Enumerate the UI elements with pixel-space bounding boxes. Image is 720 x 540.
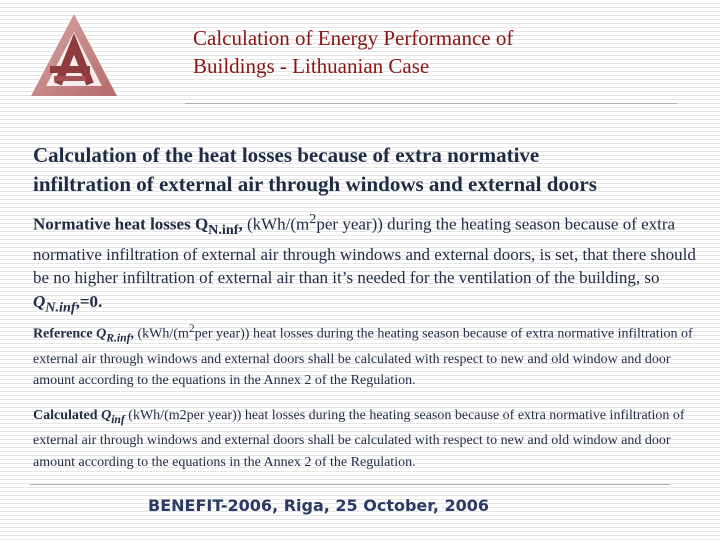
para3-body: (kWh/(m2per year)) heat losses during the heating season because of extra normative infiltration of external air through windows and external doors shall be calculated with respect to new and old window and door amount according to the equations in the Annex 2 of the Regulation.: [33, 408, 685, 470]
para2-body2: per year)) heat losses during the heating season because of extra normative infiltration of external air through windows and external doors shall be calculated with respect to new and old window and door amount according to the equations in the Annex 2 of the Regulation.: [33, 326, 693, 389]
triangle-a-logo-icon: [28, 10, 120, 100]
slide-title-line1: Calculation of the heat losses because of extra normative: [33, 143, 540, 167]
para1-lead-sub: N.inf: [208, 222, 239, 239]
para1-body2: per year)) during the heating season because of extra normative infiltration of external air through windows and external doors, is set, that there should be no higher infiltration of external air than it’s needed for the ventilation of the building, so: [33, 214, 696, 288]
normative-heat-losses-paragraph: [33, 208, 708, 319]
reference-heat-losses-paragraph: [33, 318, 713, 392]
header-title: [193, 24, 653, 80]
para1-lead-mark: ,: [238, 214, 243, 234]
para1-sup: 2: [309, 211, 317, 227]
para1-body: (kWh/(m: [242, 214, 310, 234]
header-title-line1: Calculation of Energy Performance of: [193, 26, 514, 50]
para3-lead: Calculated: [33, 408, 102, 423]
para2-q: Q: [96, 326, 107, 342]
header-title-line2: Buildings - Lithuanian Case: [193, 54, 430, 78]
para1-q: Q: [33, 291, 46, 311]
para3-q: Q: [101, 408, 112, 423]
footer-text: BENEFIT-2006, Riga, 25 October, 2006: [148, 496, 489, 515]
para1-q-sub: N.inf: [45, 298, 76, 315]
header-divider: [185, 103, 677, 104]
footer-divider: [30, 484, 670, 485]
para2-q-mark: ,: [130, 326, 135, 342]
para3-q-sub: inf: [111, 412, 125, 426]
para2-sup: 2: [188, 322, 195, 335]
para2-q-sub: R.inf: [106, 331, 131, 345]
para2-lead: Reference: [33, 326, 97, 342]
para1-lead: Normative heat losses Q: [33, 214, 209, 234]
para1-q-tail: ,=0.: [75, 291, 103, 311]
para2-body: (kWh/(m: [134, 326, 189, 342]
slide-title: [33, 141, 713, 199]
slide-title-line2: infiltration of external air through windows and external doors: [33, 172, 597, 196]
calculated-heat-losses-paragraph: [33, 405, 713, 473]
